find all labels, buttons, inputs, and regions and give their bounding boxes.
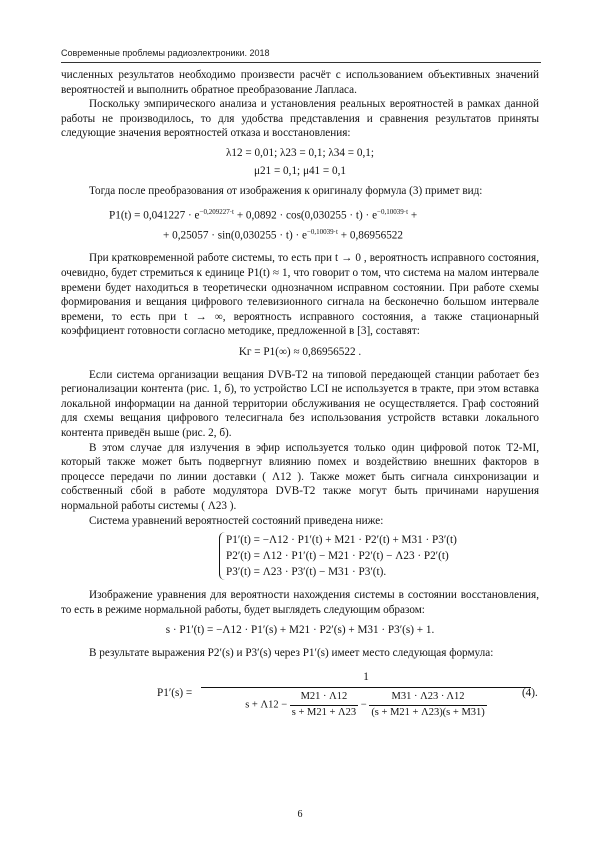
p1t-exponent-1: −0,209227·t xyxy=(199,207,235,216)
paragraph-4: При кратковременной работе системы, то есть при t → 0 , вероятность исправного состояния, очевидно, будет стремиться к единице P1(t) ≈ 1, что говорит о том, что система на малом интервале времени будет находиться в теоретически однозначном исправном состоянии. При работе схемы формирования и вещания цифрового телевизионного сигнала на бесконечно большом интервале времени, то есть при t → ∞, вероятность исправного состояния, а также стационарный коэффициент готовности согласно методике, предложенной в [3], составят: xyxy=(61,252,539,338)
paragraph-5: Если система организации вещания DVB-T2 на типовой передающей станции работает без регионализации контента (рис. 1, б), то устройство LCI не используется в тракте, при этом вставка локальной информации на данной территории обслуживания не осуществляется. Граф состояний для схемы вещания цифрового телесигнала без использования устройств вставки локального контента приведён выше (рис. 2, б). xyxy=(61,368,539,439)
p1t-equation-line-1 xyxy=(61,205,539,223)
laplace-equation: s · P1′(t) = −Λ12 · P1′(s) + M21 · P2′(s) + M31 · P3′(s) + 1. xyxy=(165,624,435,637)
system-brace xyxy=(219,532,457,580)
p1t-exponent-2: −0,10039·t xyxy=(377,207,409,216)
paragraph-2: Поскольку эмпирического анализа и установления реальных вероятностей в рамках данной работы не производилось, то для удобства представления и сравнения результатов приняты следующие значения вероятностей отказа и восстановления: xyxy=(61,98,539,140)
paragraph-7: Система уравнений вероятностей состояний приведена ниже: xyxy=(89,514,384,527)
p1t-part-e: + 0,86956522 xyxy=(337,229,403,242)
p1t-part-d: + 0,25057 · sin(0,030255 · t) · e xyxy=(163,229,307,242)
paragraph-8: Изображение уравнения для вероятности нахождения системы в состоянии восстановления, то есть в режиме нормальной работы, будет выглядеть следующим образом: xyxy=(61,589,539,616)
page-body xyxy=(61,68,539,728)
equation-system xyxy=(61,532,539,580)
running-header: Современные проблемы радиоэлектроники. 2018 xyxy=(61,48,270,58)
formula-4-lhs: P1′(s) = xyxy=(157,687,193,700)
formula-4-subfraction-1 xyxy=(290,690,358,720)
formula-4-fraction xyxy=(201,670,531,720)
formula-4-subfraction-2 xyxy=(369,690,486,720)
p1t-part-c: + xyxy=(408,209,418,222)
subfraction-2-denominator: (s + M21 + Λ23)(s + M31) xyxy=(371,706,485,718)
formula-4-numerator: 1 xyxy=(363,671,369,684)
formula-4-period: . xyxy=(535,687,538,700)
p1t-equation-line-2 xyxy=(61,225,539,243)
formula-4-fraction-bar xyxy=(201,687,531,688)
formula-4-denominator xyxy=(201,690,531,720)
formula-4-den-start: s + Λ12 − xyxy=(245,699,288,711)
paragraph-6: В этом случае для излучения в эфир используется только один цифровой поток T2-MI, который также может быть подвергнут влиянию помех и воздействию внешних факторов в процессе передачи по линии доставки ( Λ12 ). Также может быть сигнала синхронизации и собственный сбой в работе модулятора DVB-T2 также могут быть причинами нарушения нормальной работы системы ( Λ23 ). xyxy=(61,441,539,512)
formula-4 xyxy=(61,670,539,728)
p1t-part-b: + 0,0892 · cos(0,030255 · t) · e xyxy=(234,209,378,222)
system-line-3: P3′(t) = Λ23 · P3′(t) − M31 · P3′(t). xyxy=(226,566,387,579)
rates-equation-2: μ21 = 0,1; μ41 = 0,1 xyxy=(253,164,347,177)
subfraction-2-numerator: M31 · Λ23 · Λ12 xyxy=(369,690,486,706)
formula-4-den-minus: − xyxy=(360,699,370,711)
rates-equation-1: λ12 = 0,01; λ23 = 0,1; λ34 = 0,1; xyxy=(225,146,374,159)
paragraph-3: Тогда после преобразования от изображения к оригиналу формула (3) примет вид: xyxy=(89,185,483,198)
p1t-part-a: P1(t) = 0,041227 · e xyxy=(109,209,200,222)
subfraction-1-numerator: M21 · Λ12 xyxy=(290,690,358,706)
subfraction-1-denominator: s + M21 + Λ23 xyxy=(291,706,357,718)
kr-equation: Kг = P1(∞) ≈ 0,86956522 . xyxy=(238,345,362,358)
header-rule xyxy=(61,62,541,63)
p1t-exponent-3: −0,10039·t xyxy=(306,228,338,237)
system-line-1: P1′(t) = −Λ12 · P1′(t) + M21 · P2′(t) + M31 · P3′(t) xyxy=(226,534,457,547)
formula-4-number: (4) xyxy=(521,687,535,700)
paragraph-9: В результате выражения P2′(s) и P3′(s) через P1′(s) имеет место следующая формула: xyxy=(89,646,494,659)
system-line-2: P2′(t) = Λ12 · P1′(t) − M21 · P2′(t) − Λ23 · P2′(t) xyxy=(226,550,449,563)
page-number: 6 xyxy=(297,809,303,820)
paragraph-1: численных результатов необходимо произвести расчёт с использованием объективных значений вероятностей и выполнить обратное преобразование Лапласа. xyxy=(61,69,539,96)
